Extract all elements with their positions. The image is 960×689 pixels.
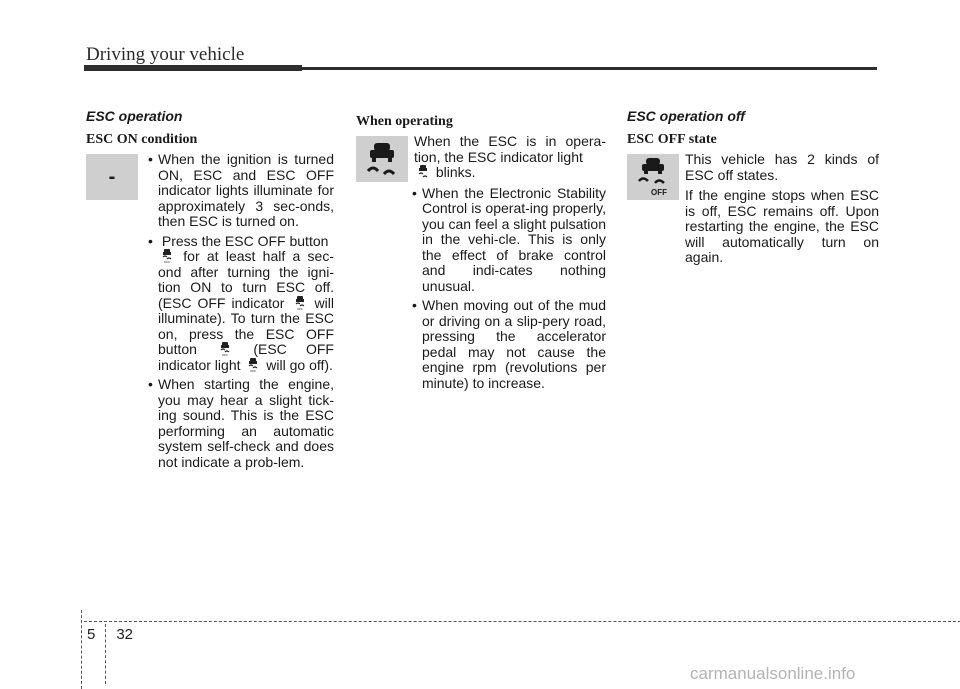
esc-off-para-1: This vehicle has 2 kinds of ESC off states. [685,151,879,183]
off-label: OFF [651,188,667,197]
esc-on-bullet-3: • When starting the engine, you may hear a slight tick-ing sound. This is the ESC performing an automatic system self-check and does not indicate a prob-lem. [144,377,334,470]
when-operating-intro [414,134,606,181]
skidding-car-icon [364,141,400,177]
svg-text:OFF: OFF [296,306,303,310]
esc-operation-column [86,108,334,474]
intro-text-a: When the ESC is in opera-tion, the ESC indicator light [414,133,606,165]
esc-off-state-subheading: ESC OFF state [627,132,717,147]
esc-off-button-icon [219,342,231,356]
bullet-2-text-d: (ESC OFF indicator light [158,341,334,373]
page-header-title: Driving your vehicle [86,44,245,65]
watermark: carmanualsonline.info [690,664,856,683]
esc-operation-off-heading: ESC operation off [627,108,745,124]
when-operating-subheading: When operating [356,114,453,129]
svg-text:OFF: OFF [222,353,229,356]
bullet-2-text-c: will illuminate). To turn the ESC on, press the ESC OFF button [158,294,334,357]
esc-on-bullet-2 [144,234,334,374]
header-rule-thick [84,65,302,71]
page-number-separator [105,624,106,684]
esc-off-indicator-icon [294,296,306,310]
when-operating-bullet-2: • When moving out of the mud or driving on a slip-pery road, pressing the accelerator pedal may not cause the engine rpm (revolutions per minute) to increase. [408,298,606,391]
bullet-2-text-b: for at least half a sec-ond after turning the igni-tion ON to turn ESC off. (ESC OFF indicator [158,248,335,311]
esc-off-para-2: If the engine stops when ESC is off, ESC remains off. Upon restarting the engine, the ESC will automatically turn on again. [685,187,879,265]
esc-operation-off-column [627,108,879,271]
when-operating-bullet-1: • When the Electronic Stability Control is operat-ing properly, you can feel a slight pulsation in the vehi-cle. This is only the effect of brake control and indi-cates nothing unusual. [408,186,606,295]
esc-on-bullet-1: • When the ignition is turned ON, ESC and ESC OFF indicator lights illuminate for approximately 3 sec-onds, then ESC is turned on. [144,152,334,230]
intro-text-b: blinks. [435,164,476,180]
esc-on-condition-subheading: ESC ON condition [86,132,198,147]
bullet-2-text-a: Press the ESC OFF button [161,232,329,249]
svg-text:OFF: OFF [250,368,257,372]
svg-text:OFF: OFF [164,260,170,263]
header-rule-thin [302,67,877,70]
esc-off-button-icon [161,249,173,263]
esc-off-indicator-icon [247,358,259,372]
esc-off-indicator-box [627,154,679,200]
page-number-value: 32 [116,626,134,643]
page-number [87,626,133,684]
dash-label: - [108,165,116,188]
footer-rule [84,621,960,622]
esc-indicator-icon [417,165,429,179]
esc-indicator-box [356,136,408,182]
chapter-number: 5 [87,626,96,643]
esc-on-indicator-box [86,154,138,200]
esc-operation-heading: ESC operation [86,108,183,124]
bullet-2-text-e: will go off). [266,356,333,373]
skidding-car-off-icon [633,157,673,197]
footer-left-tick [81,610,82,689]
when-operating-column [356,108,606,395]
